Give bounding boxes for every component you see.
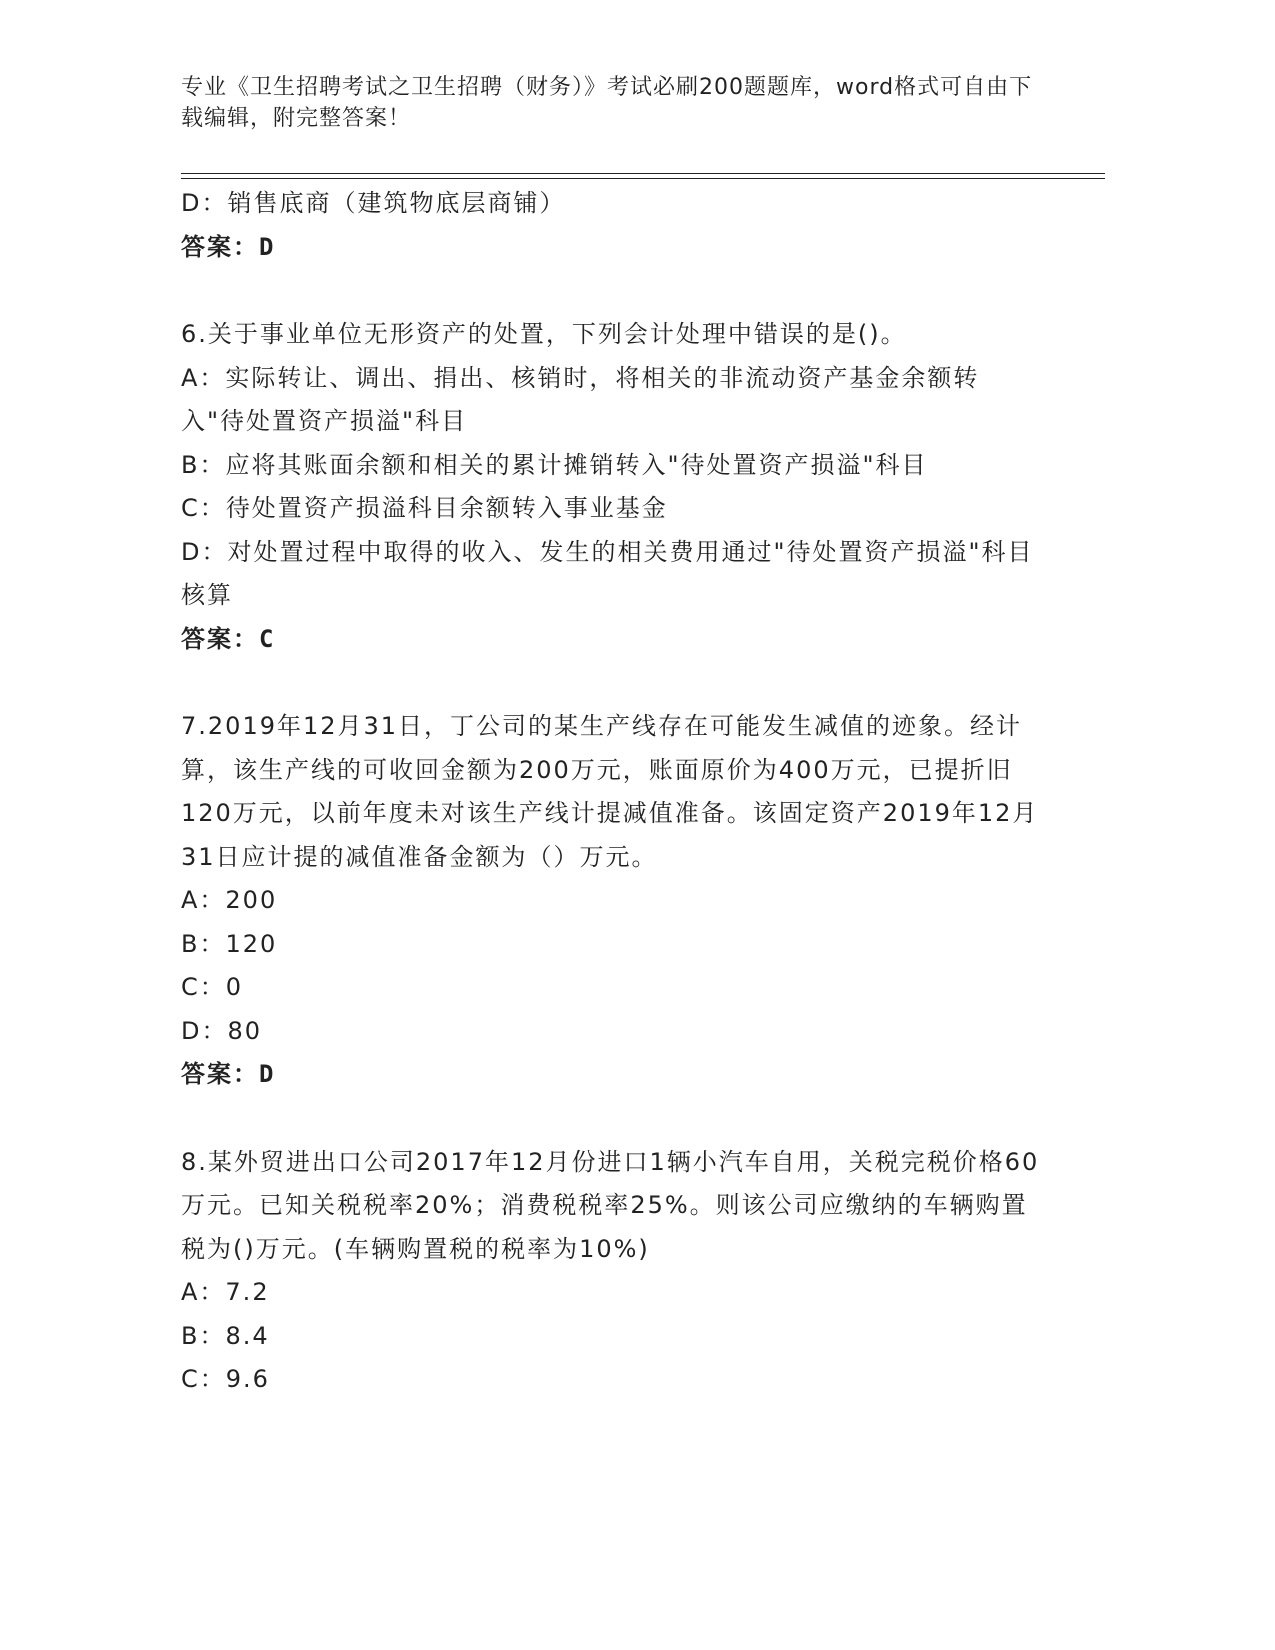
q7-option-c: C：0 xyxy=(181,973,244,1001)
header-divider xyxy=(181,173,1105,179)
q7-option-d: D：80 xyxy=(181,1016,263,1045)
q6-answer-label: 答案： xyxy=(181,624,259,653)
q5-answer-value: D xyxy=(259,232,276,261)
q7-answer-value: D xyxy=(259,1060,276,1088)
q7-option-b: B：120 xyxy=(181,929,278,958)
q8-option-b: B：8.4 xyxy=(181,1321,270,1350)
q7-answer-label: 答案： xyxy=(181,1060,259,1088)
q7-answer xyxy=(181,1053,1041,1097)
q6-answer xyxy=(181,618,1041,662)
q8-stem: 8.某外贸进出口公司2017年12月份进口1辆小汽车自用，关税完税价格60万元。已知关税税率20%；消费税税率25%。则该公司应缴纳的车辆购置税为()万元。(车辆购置税的税率为10%) xyxy=(181,1147,1040,1263)
q8-option-a: A：7.2 xyxy=(181,1278,270,1306)
q5-option-d: D：销售底商（建筑物底层商铺） xyxy=(181,189,566,217)
q6-option-d: D：对处置过程中取得的收入、发生的相关费用通过"待处置资产损溢"科目核算 xyxy=(181,537,1034,609)
document-header: 专业《卫生招聘考试之卫生招聘（财务）》考试必刷200题题库，word格式可自由下载编辑，附完整答案！ xyxy=(181,75,1033,131)
q6-option-c: C：待处置资产损溢科目余额转入事业基金 xyxy=(181,494,668,522)
spacer xyxy=(181,1097,1041,1141)
q5-answer-label: 答案： xyxy=(181,232,259,261)
question-content xyxy=(181,182,1041,1402)
q8-option-c: C：9.6 xyxy=(181,1365,270,1393)
q7-stem: 7.2019年12月31日，丁公司的某生产线存在可能发生减值的迹象。经计算，该生产线的可收回金额为200万元，账面原价为400万元，已提折旧120万元，以前年度未对该生产线计提减值准备。该固定资产2019年12月31日应计提的减值准备金额为（）万元。 xyxy=(181,712,1039,871)
q6-option-b: B：应将其账面余额和相关的累计摊销转入"待处置资产损溢"科目 xyxy=(181,450,928,479)
spacer xyxy=(181,269,1041,313)
q5-answer xyxy=(181,226,1041,270)
q6-answer-value: C xyxy=(259,624,276,653)
q6-option-a: A：实际转让、调出、捐出、核销时，将相关的非流动资产基金余额转入"待处置资产损溢"科目 xyxy=(181,363,980,435)
q7-option-a: A：200 xyxy=(181,886,278,914)
q6-stem: 6.关于事业单位无形资产的处置，下列会计处理中错误的是()。 xyxy=(181,320,907,348)
spacer xyxy=(181,661,1041,705)
